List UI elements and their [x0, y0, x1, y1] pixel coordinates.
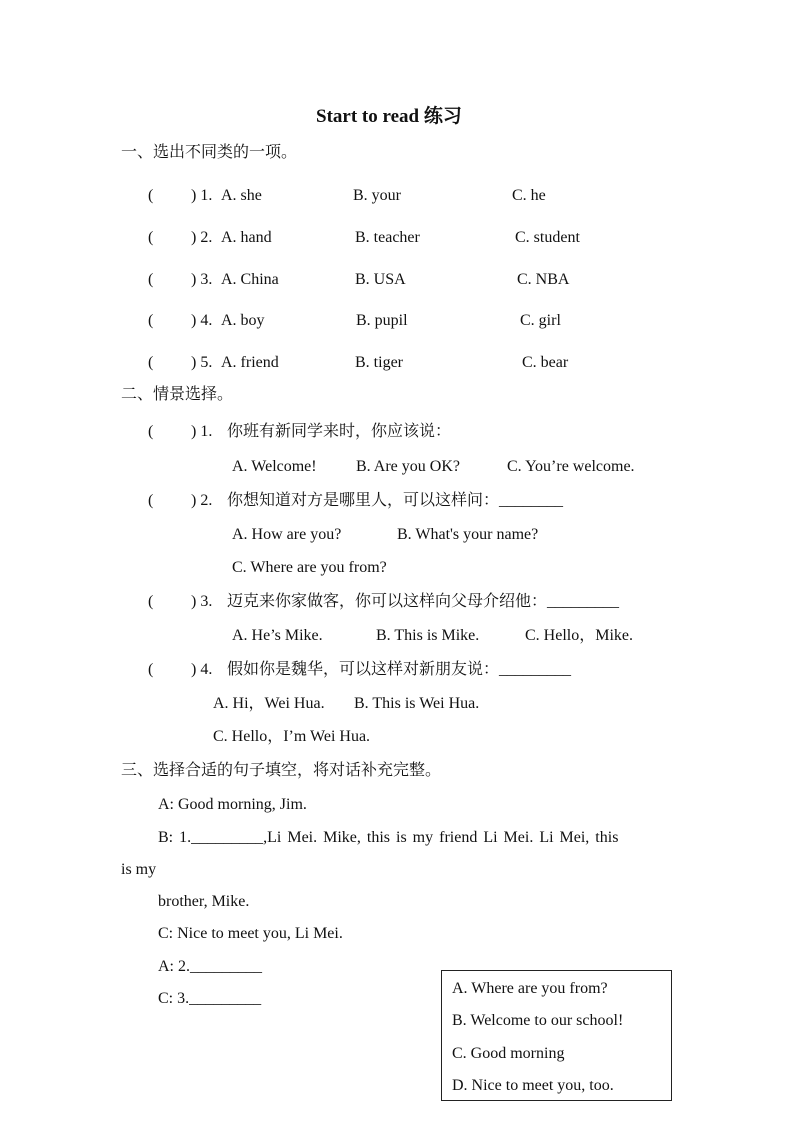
question-stem: 你班有新同学来时，你应该说： — [227, 423, 452, 440]
option-c: C. Hello，I’m Wei Hua. — [213, 728, 371, 745]
option-b: B. Are you OK? — [356, 458, 460, 475]
question-number: ) 5. — [191, 354, 213, 371]
question-number: ) 4. — [191, 661, 213, 678]
dialogue-line-6: C: 3._________ — [158, 990, 262, 1007]
question-stem: 你想知道对方是哪里人，可以这样问：________ — [227, 492, 564, 509]
answer-paren: ( — [148, 423, 154, 440]
page-title: Start to read 练习 — [316, 106, 462, 127]
dialogue-line-3: brother, Mike. — [158, 893, 250, 910]
answer-paren: ( — [148, 354, 154, 371]
option-b: B. This is Mike. — [376, 627, 480, 644]
option-c: C. You’re welcome. — [507, 458, 635, 475]
box-option-a: A. Where are you from? — [452, 980, 608, 997]
option-c: C. Where are you from? — [232, 559, 387, 576]
answer-paren: ( — [148, 492, 154, 509]
option-c: C. girl — [520, 312, 561, 329]
option-b: B. teacher — [355, 229, 420, 246]
answer-paren: ( — [148, 271, 154, 288]
option-c: C. NBA — [517, 271, 570, 288]
option-a: A. friend — [221, 354, 279, 371]
option-b: B. What's your name? — [397, 526, 539, 543]
box-option-c: C. Good morning — [452, 1045, 565, 1062]
option-c: C. he — [512, 187, 546, 204]
question-stem: 迈克来你家做客，你可以这样向父母介绍他：_________ — [227, 593, 620, 610]
answer-paren: ( — [148, 312, 154, 329]
options-box — [441, 970, 672, 1101]
answer-paren: ( — [148, 229, 154, 246]
dialogue-line-2-cont: is my — [121, 861, 157, 878]
option-b: B. pupil — [356, 312, 408, 329]
option-a: A. she — [221, 187, 262, 204]
option-b: B. your — [353, 187, 401, 204]
question-number: ) 3. — [191, 593, 213, 610]
dialogue-line-1: A: Good morning, Jim. — [158, 796, 307, 813]
option-c: C. student — [515, 229, 580, 246]
option-b: B. This is Wei Hua. — [354, 695, 480, 712]
option-c: C. Hello，Mike. — [525, 627, 633, 644]
dialogue-line-2: B: 1._________,Li Mei. Mike, this is my friend Li Mei. Li Mei, this — [158, 829, 619, 846]
answer-paren: ( — [148, 661, 154, 678]
question-number: ) 4. — [191, 312, 213, 329]
question-number: ) 1. — [191, 187, 213, 204]
option-a: A. He’s Mike. — [232, 627, 323, 644]
option-a: A. China — [221, 271, 279, 288]
answer-paren: ( — [148, 187, 154, 204]
option-a: A. How are you? — [232, 526, 342, 543]
option-b: B. tiger — [355, 354, 403, 371]
section2-heading: 二、情景选择。 — [121, 386, 234, 403]
option-a: A. hand — [221, 229, 272, 246]
question-number: ) 1. — [191, 423, 213, 440]
section3-heading: 三、选择合适的句子填空，将对话补充完整。 — [121, 762, 442, 779]
box-option-b: B. Welcome to our school! — [452, 1012, 624, 1029]
box-option-d: D. Nice to meet you, too. — [452, 1077, 614, 1094]
option-c: C. bear — [522, 354, 569, 371]
question-number: ) 2. — [191, 492, 213, 509]
question-number: ) 2. — [191, 229, 213, 246]
section1-heading: 一、选出不同类的一项。 — [121, 144, 298, 161]
question-number: ) 3. — [191, 271, 213, 288]
dialogue-line-4: C: Nice to meet you, Li Mei. — [158, 925, 343, 942]
dialogue-line-5: A: 2._________ — [158, 958, 262, 975]
option-a: A. Hi，Wei Hua. — [213, 695, 325, 712]
question-stem: 假如你是魏华，可以这样对新朋友说：_________ — [227, 661, 572, 678]
option-b: B. USA — [355, 271, 406, 288]
answer-paren: ( — [148, 593, 154, 610]
option-a: A. Welcome! — [232, 458, 317, 475]
option-a: A. boy — [221, 312, 265, 329]
